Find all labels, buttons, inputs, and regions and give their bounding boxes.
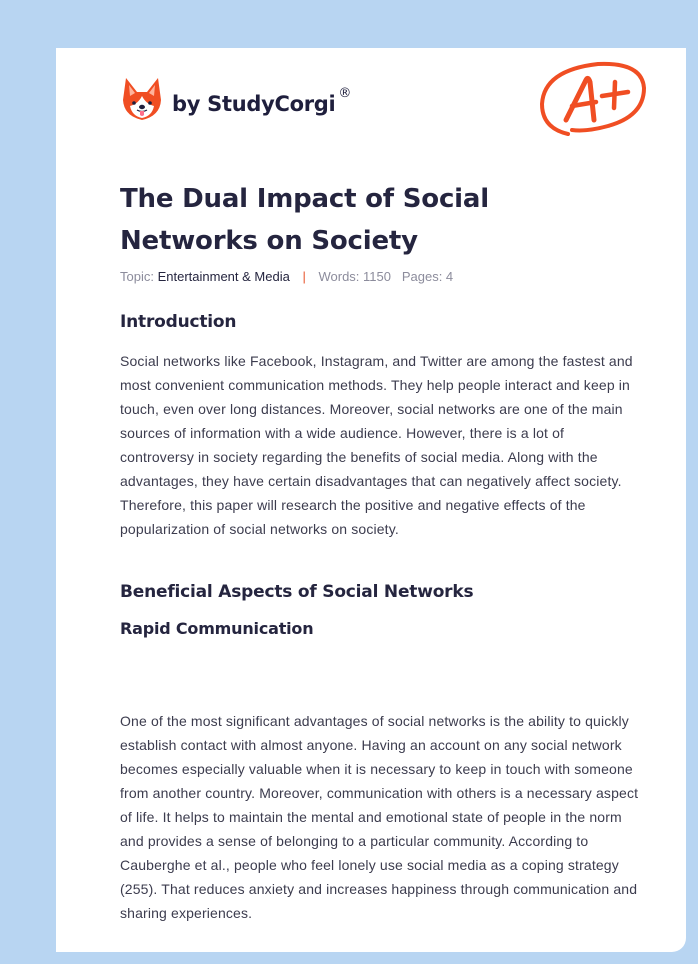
studycorgi-logo[interactable] [122,76,351,122]
document-card [56,48,686,952]
section-heading-introduction: Introduction [120,312,237,332]
a-plus-icon [538,58,650,142]
topic-link[interactable]: Entertainment & Media [157,269,290,284]
page-title: The Dual Impact of Social Networks on Society [120,184,489,256]
paragraph-introduction: Social networks like Facebook, Instagram, and Twitter are among the fastest and most convenient communication methods. They help people interact and keep in touch, even over long distances. Moreover, social networks are one of the main sources of information with a wide audience. However, there is a lot of controversy in society regarding the benefits of social media. Along with the advantages, they have certain disadvantages that can negatively affect society. Therefore, this paper will research the positive and negative effects of the popularization of social networks on society. [120,353,633,537]
document-meta [120,269,453,284]
paragraph-rapid-communication: One of the most significant advantages of social networks is the ability to quickly establish contact with almost anyone. Having an account on any social network becomes especially valuable when it is necessary to keep in touch with someone from another country. Moreover, communication with others is a necessary aspect of life. It helps to maintain the mental and emotional state of people in the norm and provides a sense of belonging to a particular community. According to Cauberghe et al., people who feel lonely use social media as a coping strategy (255). That reduces anxiety and increases happiness through communication and sharing experiences. [120,713,639,921]
grade-badge [538,58,650,147]
topic-label: Topic: [120,269,154,284]
subheading-rapid-communication: Rapid Communication [120,619,314,638]
brand-name: by StudyCorgi [172,92,336,116]
page-count: Pages: 4 [401,269,454,284]
section-heading-beneficial-aspects: Beneficial Aspects of Social Networks [120,582,474,602]
corgi-icon [122,76,162,122]
meta-separator: | [302,269,306,284]
registered-mark: ® [338,85,352,101]
word-count: Words: 1150 [318,269,391,284]
